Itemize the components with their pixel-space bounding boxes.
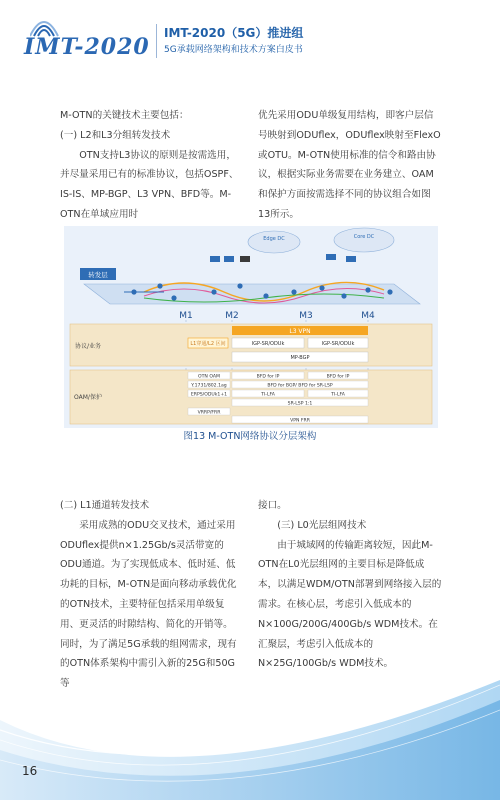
header-title: IMT-2020（5G）推进组	[164, 26, 304, 40]
logo-text: IMT-2020	[24, 34, 150, 60]
oam-cell: VRRP/FRR	[197, 410, 221, 416]
oam-cell: SR-LSP 1:1	[287, 401, 313, 407]
oam-cell: BFD for IP	[256, 374, 280, 380]
paragraph-l1: 采用成熟的ODU交叉技术，通过采用ODUflex提供n×1.25Gb/s灵活带宽的ODU通道。为了实现低成本、低时延、低功耗的目标，M-OTN是面向移动承载优化的OTN技术，主要特征包括采用单级复用、更灵活的时隙结构、简化的开销等。同时，为了满足5G承载的组网需求，现有的OTN体系架构中需引入新的25G和50G等	[60, 519, 237, 690]
marker-m1: M1	[179, 311, 193, 321]
oam-cell: VPN FRR	[290, 418, 310, 424]
oam-cell: TI-LFA	[261, 392, 275, 398]
row2-label: OAM/保护	[74, 394, 102, 401]
domain-label: 转发层	[88, 271, 108, 279]
oam-cell: Y.1731/802.1ag	[191, 383, 227, 389]
oam-cell: TI-LFA	[331, 392, 345, 398]
device-icon	[346, 256, 356, 262]
paragraph-l2l3: OTN支持L3协议的原则是按需选用，并尽量采用已有的标准协议，包括OSPF、IS-IS、MP-BGP、L3 VPN、BFD等。M-OTN在单域应用时	[60, 149, 239, 220]
oam-cell: BFD for BGP/ BFD for SR-LSP	[267, 383, 333, 389]
mpbgp-label: MP-BGP	[290, 355, 310, 361]
right-column-bottom	[258, 496, 442, 674]
section-heading-l2l3: (一) L2和L3分组转发技术	[60, 129, 171, 141]
olt-icon	[240, 256, 250, 262]
edge-dc-label: Edge DC	[263, 236, 285, 242]
paragraph-l0: 由于城域网的传输距离较短，因此M-OTN在L0光层组网的主要目标是降低成本，以满足WDM/OTN部署到网络接入层的需求。在核心层，考虑引入低成本的N×100G/200G/400Gb/s WDM技术。在汇聚层，考虑引入低成本的N×25G/100Gb/s WDM技术。	[258, 539, 442, 670]
row1-label: 协议/业务	[74, 343, 102, 350]
left-column-top	[60, 106, 242, 225]
igp1-label: IGP-SR/ODUk	[251, 341, 285, 347]
right-column-top	[258, 106, 442, 225]
edge-dc-cloud	[248, 231, 300, 253]
footer-wave-decoration	[0, 660, 500, 800]
figure-caption: 图13 M-OTN网络协议分层架构	[183, 431, 317, 442]
oam-cell: BFD for IP	[326, 374, 350, 380]
l1-label: L1穿通/L2 区间	[190, 341, 226, 347]
header-divider	[156, 24, 157, 58]
paragraph-tail: 接口。	[258, 500, 287, 511]
imt2020-logo	[22, 20, 152, 64]
marker-m4: M4	[361, 311, 375, 321]
oam-cell: ERPS/ODUk1+1	[190, 392, 228, 398]
marker-m3: M3	[299, 311, 313, 321]
device-icon	[224, 256, 234, 262]
page-number: 16	[22, 764, 38, 778]
igp2-label: IGP-SR/ODUk	[321, 341, 355, 347]
device-icon	[326, 254, 336, 260]
section-heading-l0: (三) L0光层组网技术	[277, 519, 367, 531]
core-dc-cloud	[334, 228, 394, 252]
device-icon	[210, 256, 220, 262]
protocol-architecture-figure	[64, 226, 438, 428]
core-dc-label: Core DC	[353, 234, 375, 240]
intro-text: M-OTN的关键技术主要包括：	[60, 110, 189, 121]
header-subtitle: 5G承载网络架构和技术方案白皮书	[164, 45, 303, 55]
oam-cell: OTN OAM	[198, 374, 220, 380]
paragraph-odu: 优先采用ODU单级复用结构，即客户层信号映射到ODUflex，ODUflex映射至FlexO或OTU。M-OTN使用标准的信令和路由协议，根据实际业务需要在业务建立、OAM和保护方面按需选择不同的协议组合如图13所示。	[258, 110, 441, 220]
marker-m2: M2	[225, 311, 239, 321]
l3vpn-label: L3 VPN	[289, 328, 311, 335]
section-heading-l1: (二) L1通道转发技术	[60, 500, 150, 511]
